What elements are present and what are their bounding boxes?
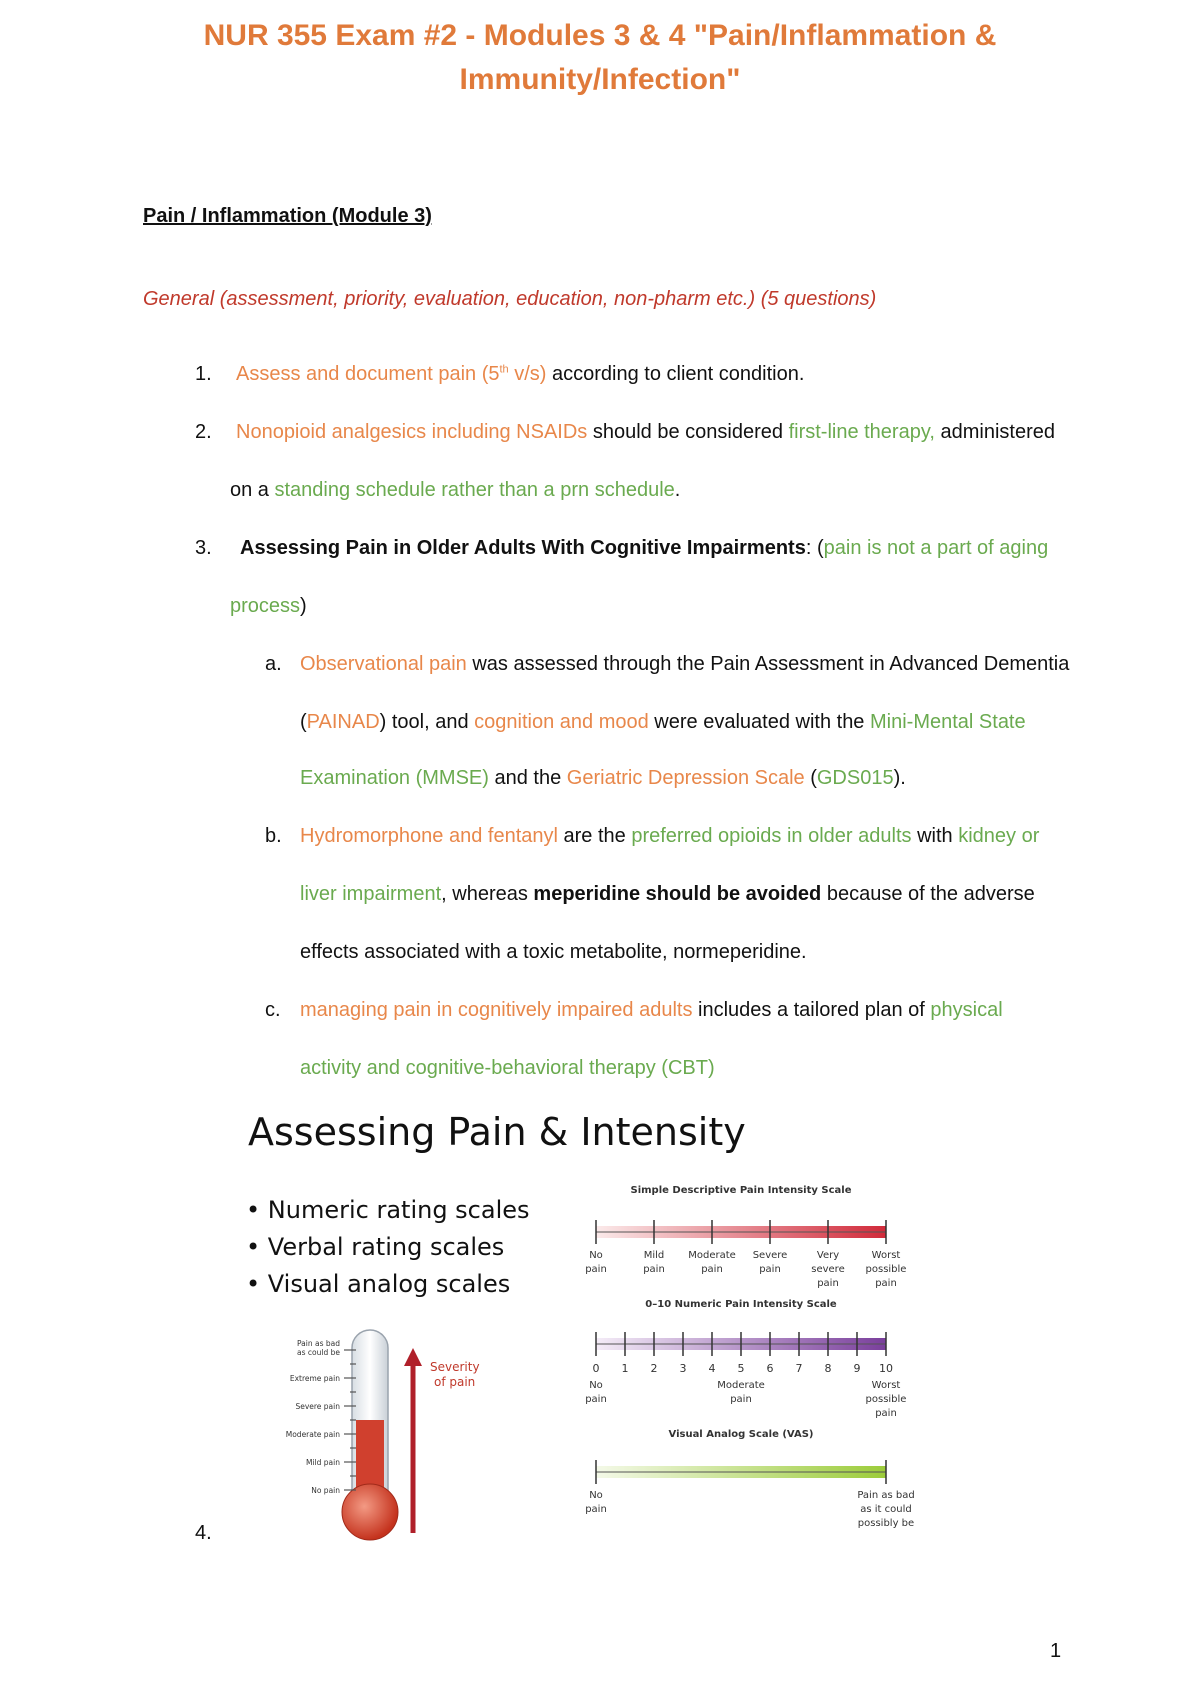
svg-text:pain: pain: [643, 1264, 665, 1275]
item-2-plain-3: on a: [230, 479, 275, 501]
num-tick-1: 1: [621, 1362, 629, 1375]
subheading: General (assessment, priority, evaluation, education, non-pharm etc.) (5 questions): [143, 288, 877, 310]
svg-text:pain: pain: [817, 1278, 839, 1289]
item-number-3: 3.: [195, 537, 212, 559]
sub-a-orange: Observational pain: [300, 653, 467, 675]
svg-text:pain: pain: [585, 1394, 607, 1405]
item-2-plain-2: administered: [934, 421, 1055, 443]
item-number-2: 2.: [195, 421, 212, 443]
sub-item-a-label: a.: [265, 653, 282, 675]
sub-a-orange-3: Geriatric Depression Scale: [566, 767, 805, 789]
svg-text:pain: pain: [701, 1264, 723, 1275]
item-2-green: first-line therapy,: [788, 421, 935, 443]
title-line-2: Immunity/Infection": [459, 63, 741, 96]
num-tick-4: 4: [708, 1362, 716, 1375]
item-3-close: ): [300, 595, 307, 617]
numeric-pain-scale: [585, 1299, 906, 1419]
severity-label-1: Severity: [430, 1360, 480, 1374]
num-tick-7: 7: [795, 1362, 803, 1375]
therm-label-extreme: Extreme pain: [289, 1374, 340, 1383]
sub-c-green: physical: [930, 999, 1003, 1021]
sub-item-c-label: c.: [265, 999, 281, 1021]
svg-text:pain: pain: [875, 1408, 897, 1419]
sub-b-plain-4: because of the adverse: [821, 883, 1035, 905]
svg-text:pain: pain: [759, 1264, 781, 1275]
num-tick-9: 9: [853, 1362, 861, 1375]
svg-text:pain: pain: [585, 1504, 607, 1515]
svg-text:possible: possible: [865, 1264, 907, 1275]
svg-text:pain: pain: [585, 1264, 607, 1275]
simple-scale-title: Simple Descriptive Pain Intensity Scale: [630, 1185, 852, 1196]
slide-bullet-3: • Visual analog scales: [246, 1270, 511, 1298]
sub-item-b-label: b.: [265, 825, 282, 847]
item-3-bold: Assessing Pain in Older Adults With Cognitive Impairments: [240, 537, 806, 559]
svg-text:pain: pain: [730, 1394, 752, 1405]
item-2-orange: Nonopioid analgesics including NSAIDs: [236, 421, 588, 443]
item-1-sup: th: [499, 363, 509, 376]
sub-b-green-3: liver impairment: [300, 883, 442, 905]
section-heading: Pain / Inflammation (Module 3): [143, 205, 432, 227]
sub-a-green-3: GDS015: [816, 767, 894, 789]
sub-a-plain-4: and the: [488, 767, 567, 789]
sub-a-orange-2: cognition and mood: [474, 711, 649, 733]
sub-a-green-2: Examination (MMSE): [300, 767, 489, 789]
sub-b-bold: meperidine should be avoided: [533, 883, 822, 905]
therm-label-none: No pain: [311, 1486, 340, 1495]
page-number: 1: [1050, 1640, 1062, 1662]
slide-bullet-1: • Numeric rating scales: [246, 1196, 530, 1224]
svg-text:Moderate: Moderate: [688, 1250, 736, 1261]
item-3-paren: : (: [805, 537, 824, 559]
therm-label-mild: Mild pain: [306, 1458, 340, 1467]
sub-c-plain: includes a tailored plan of: [692, 999, 931, 1021]
therm-label-worst-2: as could be: [297, 1348, 340, 1357]
item-3-green-2: process: [230, 595, 301, 617]
svg-text:Moderate: Moderate: [717, 1380, 765, 1391]
thermometer-bulb: [342, 1484, 398, 1540]
sub-c-green-2: activity and cognitive-behavioral therapy (CBT): [300, 1057, 715, 1079]
svg-text:pain: pain: [875, 1278, 897, 1289]
sub-a-paren: (: [300, 711, 307, 733]
item-3-green: pain is not a part of aging: [823, 537, 1049, 559]
sub-b-orange: Hydromorphone and fentanyl: [300, 825, 558, 847]
svg-text:as it could: as it could: [860, 1504, 912, 1515]
item-2-green-2: standing schedule rather than a prn schedule: [274, 479, 675, 501]
sub-b-plain-2: with: [911, 825, 959, 847]
svg-text:No: No: [589, 1380, 603, 1391]
svg-text:possible: possible: [865, 1394, 907, 1405]
item-2-plain: should be considered: [587, 421, 789, 443]
svg-text:No: No: [589, 1250, 603, 1261]
num-tick-6: 6: [766, 1362, 774, 1375]
num-tick-5: 5: [737, 1362, 745, 1375]
sub-a-green: Mini-Mental State: [870, 711, 1026, 733]
therm-label-moderate: Moderate pain: [285, 1430, 340, 1439]
pain-thermometer: [286, 1330, 480, 1540]
svg-text:Severe: Severe: [752, 1250, 788, 1261]
sub-b-green-2: kidney or: [958, 825, 1040, 847]
num-tick-10: 10: [879, 1362, 893, 1375]
svg-text:Worst: Worst: [871, 1250, 901, 1261]
simple-descriptive-scale: [585, 1185, 906, 1289]
sub-a-painad: PAINAD: [306, 711, 380, 733]
svg-text:possibly be: possibly be: [857, 1518, 915, 1529]
sub-a-plain-5: (: [804, 767, 817, 789]
item-2-period: .: [674, 479, 681, 501]
svg-text:No: No: [589, 1490, 603, 1501]
severity-arrow-head: [404, 1348, 422, 1366]
svg-text:severe: severe: [811, 1264, 845, 1275]
visual-analog-scale: [585, 1429, 914, 1529]
sub-a-plain-6: ).: [893, 767, 906, 789]
vas-title: Visual Analog Scale (VAS): [668, 1429, 814, 1440]
num-tick-2: 2: [650, 1362, 658, 1375]
slide-title: Assessing Pain & Intensity: [248, 1110, 746, 1154]
item-1-orange-2: v/s): [508, 363, 547, 385]
sub-a-plain: was assessed through the Pain Assessment in Advanced Dementia: [466, 653, 1070, 675]
title-line-1: NUR 355 Exam #2 - Modules 3 & 4 "Pain/Inflammation &: [203, 19, 997, 52]
sub-b-plain: are the: [557, 825, 632, 847]
therm-label-worst-1: Pain as bad: [296, 1339, 340, 1348]
sub-b-plain-3: , whereas: [441, 883, 534, 905]
svg-text:Mild: Mild: [643, 1250, 665, 1261]
therm-label-severe: Severe pain: [295, 1402, 340, 1411]
svg-text:Worst: Worst: [871, 1380, 901, 1391]
sub-a-plain-2: ) tool, and: [379, 711, 475, 733]
numeric-scale-title: 0–10 Numeric Pain Intensity Scale: [645, 1299, 837, 1310]
item-1-rest: according to client condition.: [546, 363, 805, 385]
slide-bullet-2: • Verbal rating scales: [246, 1233, 505, 1261]
sub-b-green: preferred opioids in older adults: [631, 825, 912, 847]
item-number-4: 4.: [195, 1522, 212, 1544]
item-number-1: 1.: [195, 363, 212, 385]
svg-text:Pain as bad: Pain as bad: [857, 1490, 915, 1501]
severity-label-2: of pain: [434, 1375, 476, 1389]
num-tick-3: 3: [679, 1362, 687, 1375]
num-tick-8: 8: [824, 1362, 832, 1375]
svg-text:Very: Very: [816, 1250, 840, 1261]
num-tick-0: 0: [592, 1362, 600, 1375]
sub-a-plain-3: were evaluated with the: [648, 711, 870, 733]
item-1-orange: Assess and document pain (5: [236, 363, 500, 385]
sub-b-plain-5: effects associated with a toxic metabolite, normeperidine.: [300, 941, 807, 963]
sub-c-orange: managing pain in cognitively impaired adults: [300, 999, 693, 1021]
